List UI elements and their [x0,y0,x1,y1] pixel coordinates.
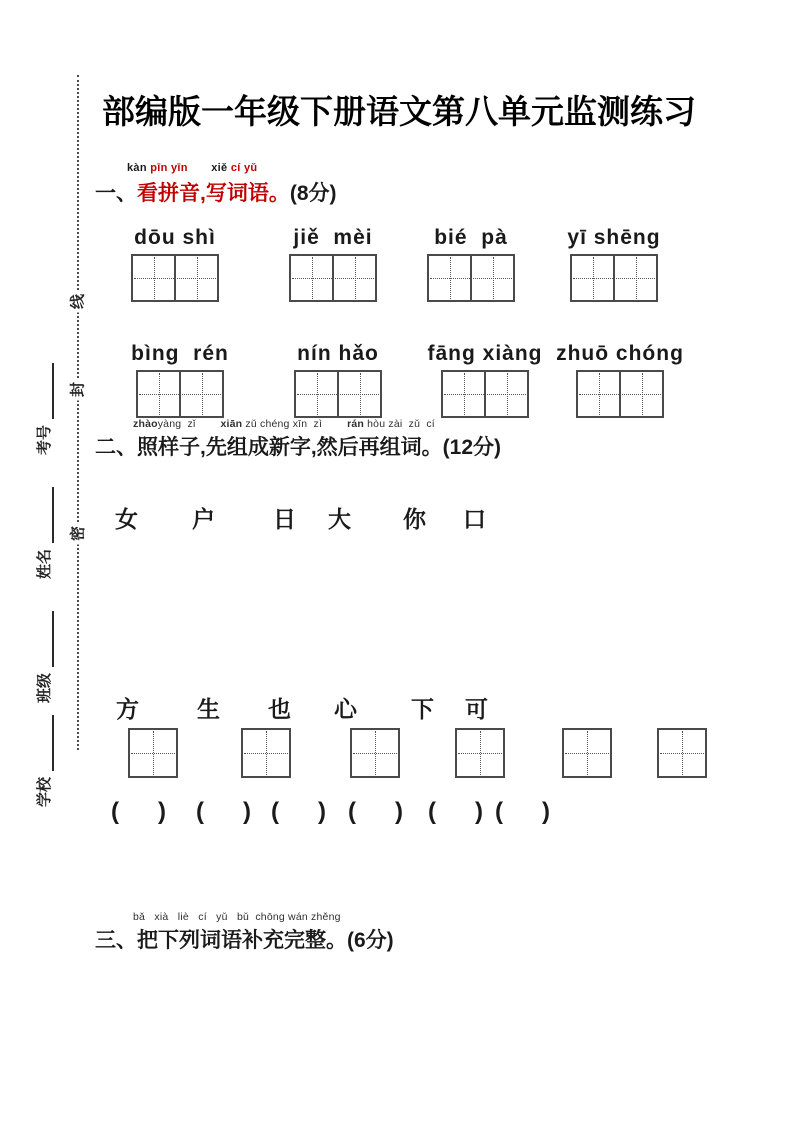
answer-parentheses-row [0,798,793,834]
page-title: 部编版一年级下册语文第八单元监测练习 [102,93,696,130]
example-character: 下 [411,696,434,722]
writing-grid-single [562,728,612,778]
section3-score: (6分) [347,929,394,952]
writing-grid-two-cell [570,254,658,302]
section2-heading [95,431,501,461]
field-label: 考号 [36,425,53,456]
example-character-row-2 [0,691,793,721]
seal-char-mi: 密 [66,523,91,545]
single-writing-grid-row [0,728,793,780]
paren-open: ( [348,798,356,825]
paren-close: ) [318,798,326,825]
pinyin-word-label: nín hǎo [297,342,379,365]
pinyin-annotation-segment: yàng zǐ [157,418,221,430]
section1-score: (8分) [289,182,337,205]
writing-grid-two-cell [576,370,664,418]
writing-grid-single [241,728,291,778]
pinyin-word-label: bìng rén [131,342,229,365]
answer-parentheses [495,798,550,826]
pinyin-annotation-segment: kàn [127,162,151,174]
field-label: 学校 [36,777,53,808]
field-label: 班级 [36,673,53,704]
pinyin-annotation-segment: zǔ chéng xīn zì [242,418,348,430]
grid-cell [429,256,470,300]
example-character: 户 [192,506,215,532]
writing-grid-two-cell [289,254,377,302]
example-character: 生 [197,696,220,722]
example-character: 可 [465,696,488,722]
seal-char-feng: 封 [66,379,91,401]
writing-grid-single [128,728,178,778]
section3-number: 三、 [95,929,137,952]
grid-cell [291,256,332,300]
paren-open: ( [428,798,436,825]
section1-heading [95,177,337,207]
pinyin-annotation-segment: hòu zài zǔ cí [364,418,435,430]
paren-close: ) [158,798,166,825]
example-character-row-1 [0,501,793,531]
example-character: 方 [116,696,139,722]
grid-cell [613,256,656,300]
paren-open: ( [271,798,279,825]
grid-cell [332,256,375,300]
pinyin-word-row-1 [0,226,793,312]
pinyin-word-row-2 [0,342,793,428]
answer-parentheses [111,798,166,826]
grid-cell [578,372,619,416]
section2-score: (12分) [442,436,502,459]
pinyin-word-label: jiě mèi [293,226,373,249]
grid-cell [484,372,527,416]
field-label: 姓名 [36,549,53,580]
paren-close: ) [243,798,251,825]
paren-close: ) [395,798,403,825]
answer-parentheses [348,798,403,826]
section3-heading [95,924,394,954]
example-character: 你 [403,506,426,532]
writing-grid-two-cell [427,254,515,302]
section2-title: 照样子,先组成新字,然后再组词。 [137,436,443,459]
grid-cell [179,372,222,416]
grid-cell [138,372,179,416]
grid-cell [619,372,662,416]
writing-grid-two-cell [441,370,529,418]
section1-title: 看拼音,写词语。 [137,182,290,205]
section2-number: 二、 [95,436,137,459]
pinyin-annotation-segment: rán [347,418,365,430]
answer-parentheses [196,798,251,826]
paren-open: ( [111,798,119,825]
example-character: 心 [334,696,357,722]
pinyin-annotation-segment: pīn yīn [150,162,188,174]
grid-cell [443,372,484,416]
section3-title: 把下列词语补充完整。 [137,929,347,952]
pinyin-annotation-segment: bǎ xià liè cí yǔ bǔ chōng wán zhěng [133,911,341,923]
pinyin-word-label: yī shēng [567,226,661,249]
pinyin-word-label: fāng xiàng [427,342,543,365]
writing-grid-single [350,728,400,778]
writing-grid-two-cell [131,254,219,302]
example-character: 大 [328,506,351,532]
example-character: 日 [273,506,296,532]
pinyin-annotation-segment: zhào [133,418,158,430]
example-character: 也 [268,696,291,722]
paren-close: ) [542,798,550,825]
writing-grid-single [455,728,505,778]
section3-pinyin-annotation [133,911,341,923]
field-student-name [34,473,54,593]
section1-number: 一、 [95,182,137,205]
writing-grid-single [657,728,707,778]
grid-cell [470,256,513,300]
writing-grid-two-cell [294,370,382,418]
grid-cell [337,372,380,416]
answer-parentheses [271,798,326,826]
example-character: 女 [115,506,138,532]
grid-cell [133,256,174,300]
pinyin-word-label: bié pà [434,226,508,249]
example-character: 口 [463,506,486,532]
paren-close: ) [475,798,483,825]
pinyin-annotation-segment: xiě [187,162,231,174]
section2-pinyin-annotation [133,418,435,430]
section1-pinyin-annotation [127,162,257,174]
pinyin-word-label: dōu shì [134,226,216,249]
pinyin-annotation-segment: cí yǔ [230,162,258,174]
paren-open: ( [196,798,204,825]
field-blank-line [48,611,54,667]
seal-char-xian: 线 [66,291,91,313]
paren-open: ( [495,798,503,825]
grid-cell [174,256,217,300]
pinyin-annotation-segment: xiān [220,418,243,430]
grid-cell [296,372,337,416]
writing-grid-two-cell [136,370,224,418]
pinyin-word-label: zhuō chóng [556,342,684,365]
answer-parentheses [428,798,483,826]
grid-cell [572,256,613,300]
